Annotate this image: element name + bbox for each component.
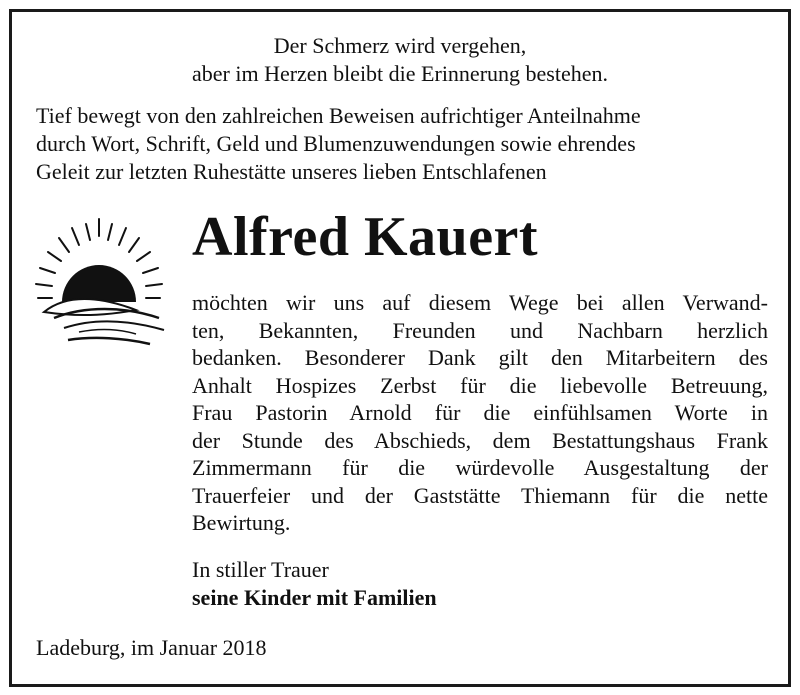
closing-phrase: In stiller Trauer	[192, 557, 329, 582]
thanks-line: Frau Pastorin Arnold für die einfühlsamen Worte in	[192, 400, 768, 425]
thanks-line: der Stunde des Abschieds, dem Bestattungshaus Frank	[192, 427, 768, 453]
thanks-text	[192, 289, 768, 537]
thanks-line: Trauerfeier und der Gaststätte Thiemann für die nette	[192, 482, 768, 508]
thanks-line: bedanken. Besonderer Dank gilt den Mitarbeitern des	[192, 345, 768, 370]
motto-line: aber im Herzen bleibt die Erinnerung bestehen.	[191, 61, 608, 86]
signature: seine Kinder mit Familien	[192, 585, 437, 610]
intro-line: Tief bewegt von den zahlreichen Beweisen aufrichtiger Anteilnahme	[36, 103, 641, 128]
thanks-line: möchten wir uns auf diesem Wege bei allen Verwand-	[192, 290, 768, 315]
sunset-over-hills-icon	[24, 214, 174, 354]
thanks-line: Anhalt Hospizes Zerbst für die liebevolle Betreuung,	[192, 372, 768, 398]
motto-line: Der Schmerz wird vergehen,	[273, 33, 527, 58]
deceased-name: Alfred Kauert	[192, 206, 539, 268]
thanks-line: Bewirtung.	[192, 510, 291, 535]
intro-text	[36, 102, 776, 186]
thanks-line: Zimmermann für die würdevolle Ausgestaltung der	[192, 455, 768, 480]
thanks-line: ten, Bekannten, Freunden und Nachbarn herzlich	[192, 317, 768, 343]
intro-line: durch Wort, Schrift, Geld und Blumenzuwendungen sowie ehrendes	[36, 131, 636, 156]
motto	[12, 32, 788, 88]
intro-line: Geleit zur letzten Ruhestätte unseres lieben Entschlafenen	[36, 159, 547, 184]
place-date: Ladeburg, im Januar 2018	[36, 635, 267, 660]
obituary-notice	[9, 9, 791, 687]
